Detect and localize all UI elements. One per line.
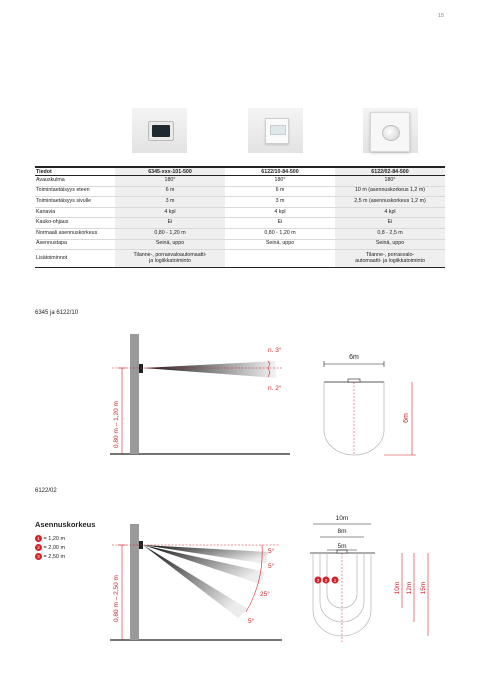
height-range-label: 0,80 m – 2,50 m	[113, 575, 120, 622]
table-cell: 6 m	[115, 186, 225, 197]
table-cell: Seinä, uppo	[225, 239, 335, 250]
table-row	[35, 250, 445, 268]
table-cell: Tilanne-, porrasvalo- automaatti- ja logiikkatoiminto	[335, 250, 445, 268]
table-cell: 2,5 m (asennuskorkeus 1,2 m)	[335, 197, 445, 208]
table-row	[35, 239, 445, 250]
section-title-2: 6122/02	[35, 488, 57, 494]
marker-label: 2	[324, 578, 328, 583]
angle-label: 5°	[268, 563, 275, 570]
row-label: Toimintaetäisyys eteen	[35, 186, 115, 197]
angle-label-up: n. 3°	[268, 347, 282, 354]
table-cell: Ei	[335, 218, 445, 229]
detection-beam	[143, 361, 276, 378]
height-range-label: 0,80 m – 1,20 m	[113, 401, 120, 448]
table-cell: Seinä, uppo	[115, 239, 225, 250]
table-cell	[225, 250, 335, 268]
table-row	[35, 186, 445, 197]
legend-text: = 2,00 m	[43, 545, 66, 551]
table-row	[35, 228, 445, 239]
table-cell: 4 kpl	[335, 207, 445, 218]
table-cell: Ei	[225, 218, 335, 229]
table-column-header: 6122/02-84-500	[335, 167, 445, 176]
product-image-3	[363, 108, 418, 153]
section-title-1: 6345 ja 6122/10	[35, 310, 79, 316]
width-label: 6m	[349, 354, 359, 361]
width-label: 5m	[337, 543, 347, 550]
row-label: Lisätoiminnot	[35, 250, 115, 268]
row-label: Asennustapa	[35, 239, 115, 250]
angle-label-down: n. 2°	[268, 385, 282, 392]
flush-motion-sensor-device-icon	[265, 118, 289, 144]
table-cell: 0,8 - 2,5 m	[335, 228, 445, 239]
sensor-top-icon	[348, 379, 360, 382]
table-cell: 0,80 - 1,20 m	[225, 228, 335, 239]
depth-label: 6m	[403, 413, 410, 423]
legend-text: = 1,20 m	[43, 536, 66, 542]
depth-label: 10m	[394, 581, 401, 595]
row-label: Kauko-ohjaus	[35, 218, 115, 229]
table-cell: 3 m	[225, 197, 335, 208]
depth-label: 12m	[406, 581, 413, 595]
spec-table	[35, 166, 445, 268]
angle-label: 5°	[248, 618, 255, 625]
table-row	[35, 176, 445, 187]
table-cell: 180°	[335, 176, 445, 187]
diagram-side-view-2	[0, 510, 480, 660]
table-row	[35, 218, 445, 229]
table-column-header: 6122/10-84-500	[225, 167, 335, 176]
row-label: Avauskulma	[35, 176, 115, 187]
table-header-row	[35, 167, 445, 176]
product-image-1	[132, 108, 187, 153]
angle-label: 25°	[260, 591, 270, 598]
legend-text: = 2,50 m	[43, 554, 66, 560]
table-column-header: 6345-xxx-101-500	[115, 167, 225, 176]
table-cell: 3 m	[115, 197, 225, 208]
depth-label: 15m	[420, 581, 427, 595]
table-cell: Seinä, uppo	[335, 239, 445, 250]
legend-marker-icon: 1	[35, 535, 42, 542]
width-label: 10m	[335, 515, 349, 522]
table-cell: 180°	[115, 176, 225, 187]
table-row	[35, 197, 445, 208]
table-cell: 6 m	[225, 186, 335, 197]
angle-label: 5°	[268, 548, 275, 555]
legend-marker-icon: 3	[35, 553, 42, 560]
page-number: 15	[437, 13, 444, 19]
sensor-icon	[139, 364, 143, 373]
marker-label: 1	[333, 578, 337, 583]
diagram-side-view-1	[0, 330, 480, 460]
installation-height-title: Asennuskorkeus	[35, 520, 96, 529]
table-row	[35, 207, 445, 218]
wall	[130, 524, 139, 640]
touch-panel-device-icon	[148, 121, 174, 141]
sensor-top-icon	[337, 550, 347, 553]
legend-marker-icon: 2	[35, 544, 42, 551]
row-label: Kanavia	[35, 207, 115, 218]
table-header-label: Tiedot	[35, 167, 115, 176]
table-cell: Ei	[115, 218, 225, 229]
table-cell: 10 m (asennuskorkeus 1,2 m)	[335, 186, 445, 197]
table-cell: 4 kpl	[225, 207, 335, 218]
product-image-2	[248, 108, 303, 153]
table-cell: 0,80 - 1,20 m	[115, 228, 225, 239]
table-cell: 4 kpl	[115, 207, 225, 218]
ceiling-presence-detector-device-icon	[370, 112, 410, 152]
marker-label: 3	[316, 578, 320, 583]
row-label: Normaali asennuskorkeus	[35, 228, 115, 239]
table-cell: Tilanne-, porrasvaloautomaatti- ja logiikkatoiminto	[115, 250, 225, 268]
width-label: 8m	[337, 528, 347, 535]
table-cell: 180°	[225, 176, 335, 187]
wall	[130, 334, 139, 454]
row-label: Toimintaetäisyys sivulle	[35, 197, 115, 208]
